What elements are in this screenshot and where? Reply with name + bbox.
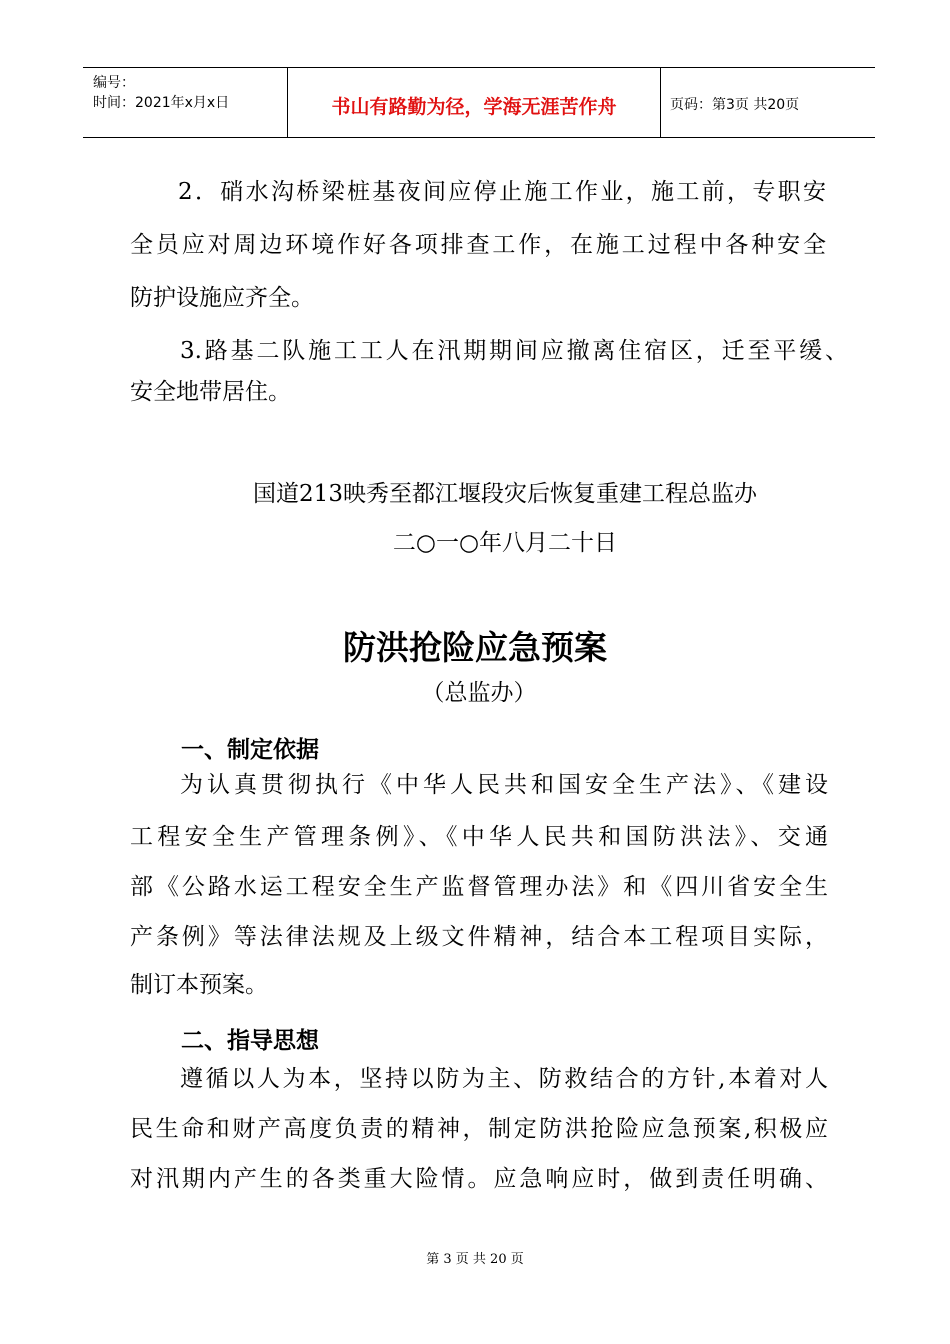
header-page-cell <box>660 68 875 137</box>
section1-line-3: 部《公路水运工程安全生产监督管理办法》和《四川省安全生 <box>130 874 828 900</box>
section2-heading: 二、指导思想 <box>181 1028 319 1054</box>
item2-line-2: 全员应对周边环境作好各项排查工作，在施工过程中各种安全 <box>130 232 826 258</box>
section2-line-3: 对汛期内产生的各类重大险情。应急响应时，做到责任明确、 <box>130 1166 828 1192</box>
section1-line-5: 制订本预案。 <box>130 972 268 998</box>
section1-heading: 一、制定依据 <box>181 737 319 763</box>
plan-title: 防洪抢险应急预案 <box>343 628 607 667</box>
section2-line-2: 民生命和财产高度负责的精神，制定防洪抢险应急预案,积极应 <box>130 1116 828 1142</box>
signature-organization: 国道213映秀至都江堰段灾后恢复重建工程总监办 <box>253 481 757 507</box>
header-meta-cell <box>83 68 287 137</box>
header-motto-cell <box>287 68 661 137</box>
signature-date: 二○一○年八月二十日 <box>392 530 618 556</box>
section1-line-1: 为认真贯彻执行《中华人民共和国安全生产法》、《建设 <box>180 772 828 798</box>
item3-line-1: 3.路基二队施工工人在汛期期间应撤离住宿区，迁至平缓、 <box>180 338 848 364</box>
section1-line-2: 工程安全生产管理条例》、《中华人民共和国防洪法》、交通 <box>130 824 828 850</box>
document-time-label: 时间：2021年x月x日 <box>93 95 230 111</box>
item2-line-1: 2．硝水沟桥梁桩基夜间应停止施工作业，施工前，专职安 <box>178 179 826 205</box>
page-header <box>83 67 875 138</box>
item2-line-3: 防护设施应齐全。 <box>130 285 314 311</box>
header-motto: 书山有路勤为径，学海无涯苦作舟 <box>331 96 617 118</box>
section2-line-1: 遵循以人为本，坚持以防为主、防救结合的方针,本着对人 <box>180 1066 828 1092</box>
header-page-code: 页码：第3页 共20页 <box>670 97 800 113</box>
plan-subtitle: （总监办） <box>421 680 537 706</box>
page-footer: 第 3 页 共 20 页 <box>426 1252 524 1267</box>
section1-line-4: 产条例》等法律法规及上级文件精神，结合本工程项目实际， <box>130 924 828 950</box>
document-number-label: 编号： <box>93 75 135 91</box>
item3-line-2: 安全地带居住。 <box>130 379 291 405</box>
